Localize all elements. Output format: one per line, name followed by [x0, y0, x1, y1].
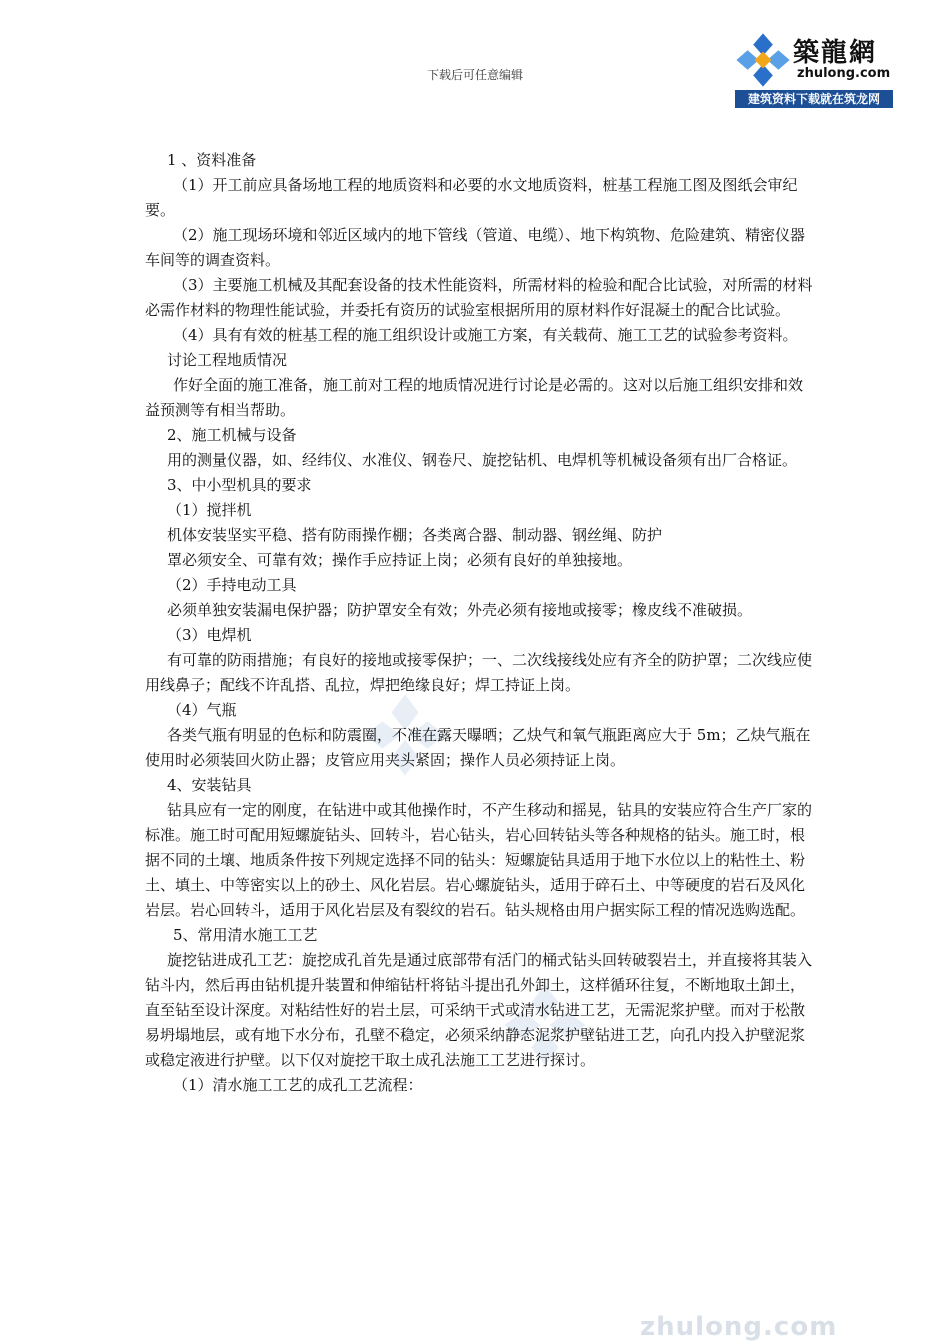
zhulong-logo[interactable]	[735, 30, 895, 110]
paragraph: 机体安装坚实平稳、搭有防雨操作棚；各类离合器、制动器、钢丝绳、防护	[167, 526, 663, 544]
paragraph: 1 、资料准备	[167, 151, 257, 169]
paragraph: 讨论工程地质情况	[167, 351, 288, 369]
zhulong-emblem-icon	[735, 32, 791, 88]
paragraph: （1）开工前应具备场地工程的地质资料和必要的水文地质资料，桩基工程施工图及图纸会审纪要。	[145, 176, 798, 219]
paragraph: （1）清水施工工艺的成孔工艺流程：	[173, 1076, 423, 1094]
paragraph: 旋挖钻进成孔工艺：旋挖成孔首先是通过底部带有活门的桶式钻头回转破裂岩土，并直接将其装入钻斗内，然后再由钻机提升装置和伸缩钻杆将钻斗提出孔外卸土，这样循环往复，不断地取土卸土，直至钻至设计深度。对粘结性好的岩土层，可采纳干式或清水钻进工艺，无需泥浆护壁。而对于松散易坍塌地层，或有地下水分布，孔壁不稳定，必须采纳静态泥浆护壁钻进工艺，向孔内投入护壁泥浆或稳定液进行护壁。以下仅对旋挖干取土成孔法施工工艺进行探讨。	[145, 951, 813, 1069]
paragraph: （2）手持电动工具	[167, 576, 297, 594]
logo-top	[735, 30, 895, 88]
paragraph: 各类气瓶有明显的色标和防震圈，不准在露天曝晒；乙炔气和氧气瓶距离应大于 5m；乙炔气瓶在使用时必须装回火防止器；皮管应用夹头紧固；操作人员必须持证上岗。	[145, 726, 811, 769]
paragraph: 4、安装钻具	[167, 776, 252, 794]
paragraph: 3、中小型机具的要求	[167, 476, 312, 494]
paragraph: 必须单独安装漏电保护器；防护罩安全有效；外壳必须有接地或接零；橡皮线不准破损。	[167, 601, 753, 619]
paragraph: 2、施工机械与设备	[167, 426, 297, 444]
paragraph: 作好全面的施工准备，施工前对工程的地质情况进行讨论是必需的。这对以后施工组织安排和效益预测等有相当帮助。	[145, 376, 804, 419]
paragraph: （4）气瓶	[167, 701, 237, 719]
paragraph: 有可靠的防雨措施；有良好的接地或接零保护；一、二次线接线处应有齐全的防护罩；二次线应使用线鼻子；配线不许乱搭、乱拉，焊把绝缘良好；焊工持证上岗。	[145, 651, 813, 694]
paragraph: （3）电焊机	[167, 626, 252, 644]
logo-domain: zhulong.com	[797, 66, 891, 81]
header-note: 下载后可任意编辑	[426, 68, 523, 82]
logo-name: 築龍網	[793, 38, 878, 68]
paragraph: （2）施工现场环境和邻近区域内的地下管线（管道、电缆）、地下构筑物、危险建筑、精密仪器车间等的调查资料。	[145, 226, 806, 269]
paragraph: 用的测量仪器，如、经纬仪、水准仪、钢卷尺、旋挖钻机、电焊机等机械设备须有出厂合格证。	[167, 451, 798, 469]
paragraph: （4）具有有效的桩基工程的施工组织设计或施工方案，有关载荷、施工工艺的试验参考资料。	[173, 326, 798, 344]
paragraph: 罩必须安全、可靠有效；操作手应持证上岗；必须有良好的单独接地。	[167, 551, 633, 569]
paragraph: （1）搅拌机	[167, 501, 252, 519]
logo-slogan: 建筑资料下载就在筑龙网	[735, 90, 893, 108]
paragraph: 钻具应有一定的刚度，在钻进中或其他操作时，不产生移动和摇晃，钻具的安装应符合生产厂家的标准。施工时可配用短螺旋钻头、回转斗，岩心钻头，岩心回转钻头等各种规格的钻头。施工时，根据不同的土壤、地质条件按下列规定选择不同的钻头：短螺旋钻具适用于地下水位以上的粘性土、粉土、填土、中等密实以上的砂土、风化岩层。岩心螺旋钻头，适用于碎石土、中等硬度的岩石及风化岩层。岩心回转斗，适用于风化岩层及有裂纹的岩石。钻头规格由用户据实际工程的情况选购选配。	[145, 801, 813, 919]
paragraph: 5、常用清水施工工艺	[173, 926, 318, 944]
document-body	[145, 148, 815, 1098]
watermark-text: zhulong.com	[640, 1312, 838, 1342]
paragraph: （3）主要施工机械及其配套设备的技术性能资料，所需材料的检验和配合比试验，对所需的材料必需作材料的物理性能试验，并委托有资历的试验室根据所用的原材料作好混凝土的配合比试验。	[145, 276, 813, 319]
